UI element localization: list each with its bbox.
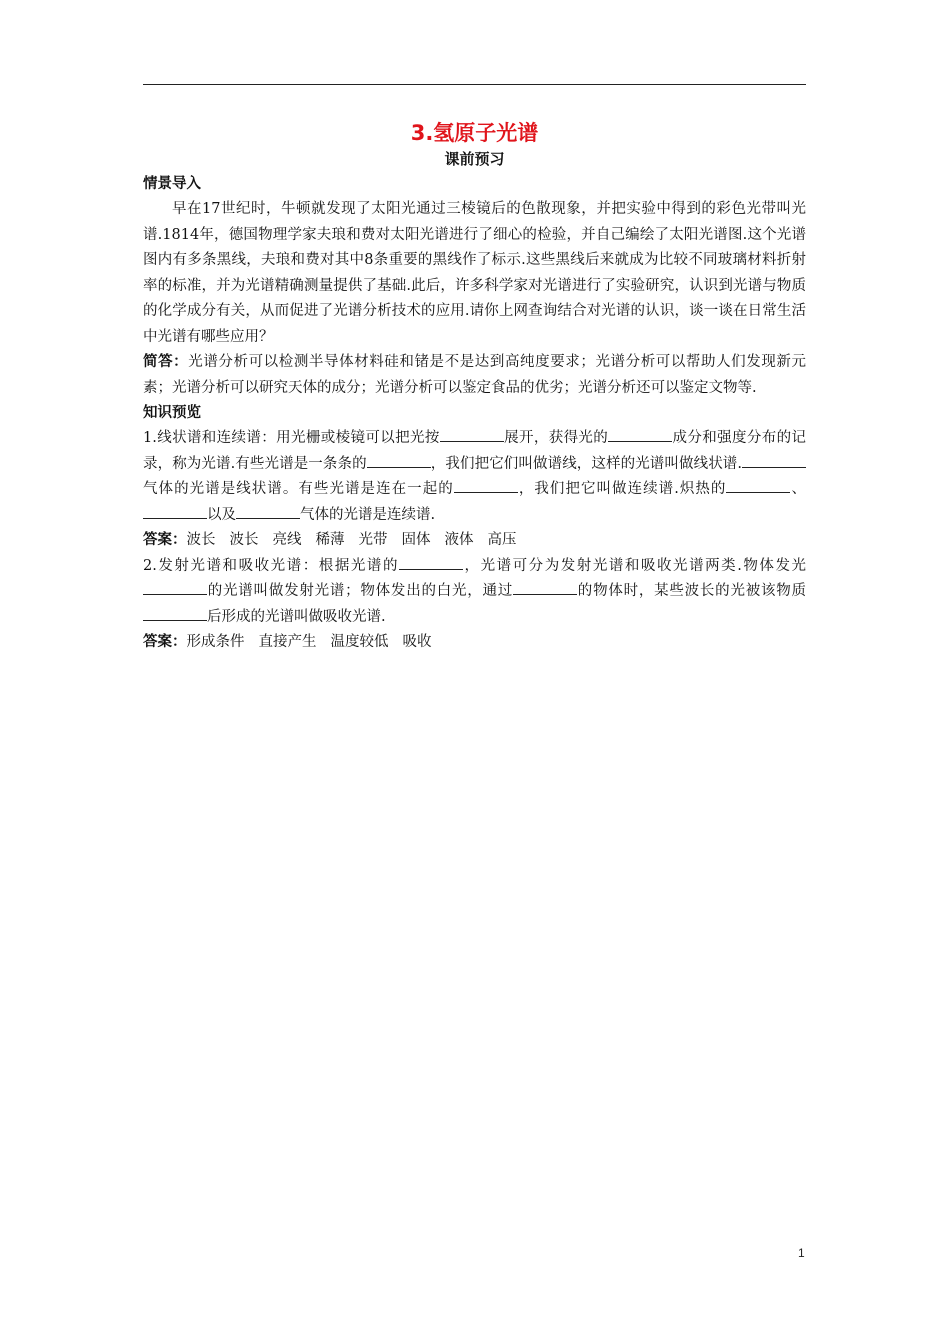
answer-item: 吸收 (402, 634, 432, 650)
question-1-text: 1.线状谱和连续谱：用光栅或棱镜可以把光按 (143, 430, 440, 446)
question-1-text: 展开，获得光的 (503, 430, 609, 446)
fill-blank (454, 478, 518, 493)
answer-2 (143, 630, 806, 656)
fill-blank (513, 580, 577, 595)
short-answer-text: 光谱分析可以检测半导体材料硅和锗是不是达到高纯度要求；光谱分析可以帮助人们发现新元素；光谱分析可以研究天体的成分；光谱分析可以鉴定食品的优劣；光谱分析还可以鉴定文物等. (143, 354, 807, 396)
question-1-text: ，我们把它们叫做谱线，这样的光谱叫做线状谱. (430, 455, 742, 472)
question-2-text: 的光谱叫做发射光谱；物体发出的白光，通过 (207, 583, 514, 599)
page-subtitle: 课前预习 (444, 150, 505, 168)
fill-blank (236, 504, 300, 519)
answer-1 (143, 528, 806, 554)
fill-blank (143, 606, 207, 621)
document-body (143, 118, 806, 656)
answer-item: 液体 (444, 532, 474, 548)
header-rule (143, 84, 806, 85)
fill-blank (726, 478, 790, 493)
question-2-text: 后形成的光谱叫做吸收光谱. (207, 608, 386, 625)
question-1-text: 气体的光谱是线状谱。有些光谱是连在一起的 (143, 481, 454, 497)
answer-item: 高压 (487, 532, 517, 548)
page-number: 1 (798, 1246, 805, 1260)
question-1-text: 、 (790, 481, 807, 497)
answer-item: 形成条件 (186, 634, 245, 650)
fill-blank (143, 580, 207, 595)
fill-blank (608, 427, 672, 442)
answer-2-label: 答案： (143, 634, 187, 650)
answer-item: 温度较低 (330, 634, 389, 650)
question-2-text: ，光谱可分为发射光谱和吸收光谱两类.物体发光 (462, 557, 806, 574)
section-heading-scenario: 情景导入 (143, 176, 201, 192)
short-answer-label: 简答： (143, 354, 189, 370)
page-title: 3.氢原子光谱 (410, 121, 539, 145)
question-1-text: 以及 (207, 506, 236, 523)
question-2-text: 2.发射光谱和吸收光谱：根据光谱的 (143, 557, 399, 574)
answer-item: 波长 (186, 532, 216, 548)
answer-item: 光带 (358, 532, 388, 548)
answer-item: 直接产生 (258, 634, 317, 650)
fill-blank (143, 504, 207, 519)
answer-item: 亮线 (272, 532, 302, 548)
answer-item: 固体 (401, 532, 431, 548)
section-heading-preview: 知识预览 (143, 405, 201, 421)
question-1-text: ，我们把它叫做连续谱.炽热的 (517, 481, 727, 497)
question-1-text: 气体的光谱是连续谱. (300, 506, 436, 523)
fill-blank (742, 453, 806, 468)
fill-blank (399, 555, 463, 570)
question-2-text: 的物体时，某些波长的光被该物质 (577, 583, 807, 599)
fill-blank (440, 427, 504, 442)
question-2 (143, 554, 806, 631)
answer-item: 稀薄 (315, 532, 345, 548)
short-answer-paragraph (143, 350, 806, 401)
answer-1-label: 答案： (143, 532, 187, 548)
answer-item: 波长 (229, 532, 259, 548)
scenario-paragraph: 早在17世纪时，牛顿就发现了太阳光通过三棱镜后的色散现象，并把实验中得到的彩色光带叫光谱.1814年，德国物理学家夫琅和费对太阳光谱进行了细心的检验，并自己编绘了太阳光谱图.这个光谱图内有多条黑线，夫琅和费对其中8条重要的黑线作了标示.这些黑线后来就成为比较不同玻璃材料折射率的标准，并为光谱精确测量提供了基础.此后，许多科学家对光谱进行了实验研究，认识到光谱与物质的化学成分有关，从而促进了光谱分析技术的应用.请你上网查询结合对光谱的认识，谈一谈在日常生活中光谱有哪些应用？ (143, 201, 806, 345)
question-1-text: 成分和强度分布的记录，称为光谱.有些光谱是一条条的 (143, 430, 806, 472)
question-1 (143, 426, 806, 528)
fill-blank (367, 453, 431, 468)
